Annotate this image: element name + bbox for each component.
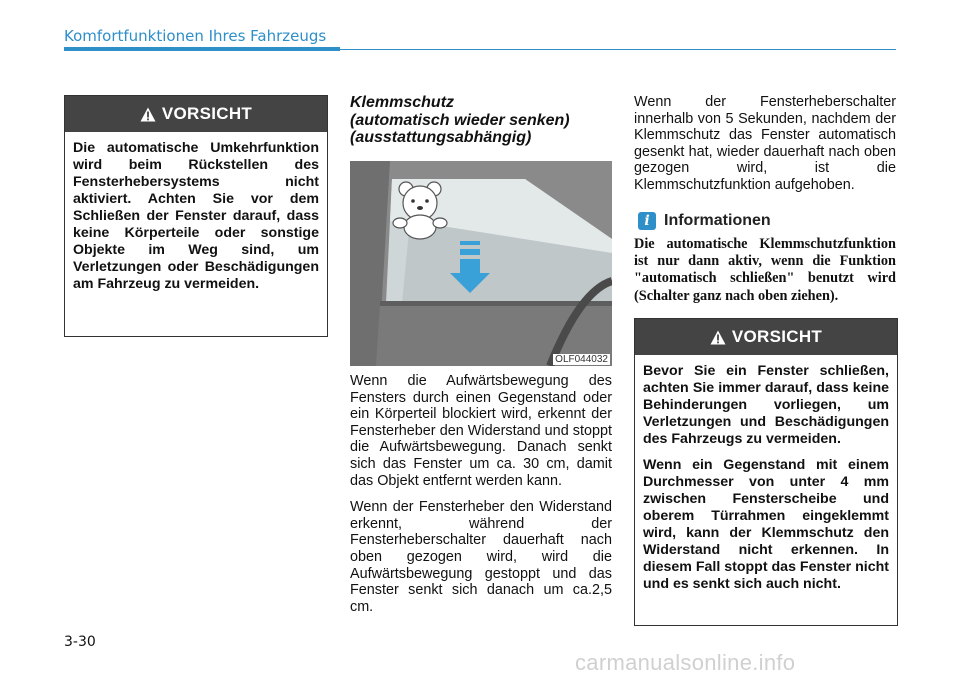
info-icon: i	[638, 212, 656, 230]
info-heading	[638, 212, 771, 230]
section-title	[350, 94, 612, 147]
warning-header	[65, 96, 327, 132]
warning-body	[635, 355, 897, 603]
body-paragraph: Wenn die Aufwärtsbewegung des Fensters durch einen Gegenstand oder ein Körperteil blockiert wird, erkennt der Fensterheber den Widerstand und stoppt die Aufwärtsbewegung. Danach senkt sich das Fenster um ca. 30 cm, damit das Objekt entfernt werden kann.	[350, 373, 612, 489]
warning-paragraph: Die automatische Umkehrfunktion wird beim Rückstellen des Fensterhebersystems nicht aktiviert. Achten Sie vor dem Schließen der Fenster darauf, dass keine Körperteile oder sonstige Objekte im Weg sind, um Verletzungen oder Beschädigungen am Fahrzeug zu vermeiden.	[73, 140, 319, 292]
page-number: 3-30	[64, 634, 96, 650]
window-illustration-graphic	[350, 161, 612, 366]
info-text: Die automatische Klemmschutzfunktion ist nur dann aktiv, wenn die Funktion "automatisch schließen" benutzt wird (Schalter ganz nach oben ziehen).	[634, 236, 896, 304]
watermark: carmanualsonline.info	[575, 650, 796, 675]
warning-paragraph: Wenn ein Gegenstand mit einem Durchmesser von unter 4 mm zwischen Fensterscheibe und oberem Türrahmen eingeklemmt wird, kann der Klemmschutz den Widerstand nicht erkennen. In diesem Fall stoppt das Fenster nicht und es senkt sich auch nicht.	[643, 457, 889, 592]
section-title-line: (automatisch wieder senken)	[350, 111, 570, 129]
section-header-title: Komfortfunktionen Ihres Fahrzeugs	[64, 27, 327, 45]
warning-box-left	[64, 95, 328, 337]
body-paragraph: Wenn der Fensterheberschalter innerhalb von 5 Sekunden, nachdem der Klemmschutz das Fenster automatisch gesenkt hat, wieder dauerhaft nach oben gezogen wird, ist die Klemmschutzfunktion aufgehoben.	[634, 94, 896, 193]
right-column-body	[634, 94, 896, 204]
warning-triangle-icon	[710, 330, 726, 345]
window-pinch-illustration	[350, 161, 612, 366]
warning-header	[635, 319, 897, 355]
section-body	[350, 373, 612, 625]
header-accent-bar	[64, 47, 340, 51]
warning-triangle-icon	[140, 107, 156, 122]
warning-label: VORSICHT	[161, 104, 253, 123]
warning-paragraph: Bevor Sie ein Fenster schließen, achten Sie immer darauf, dass keine Behinderungen vorliegen, um Verletzungen und Beschädigungen des Fahrzeugs zu vermeiden.	[643, 363, 889, 447]
section-title-line: (ausstattungsabhängig)	[350, 129, 532, 146]
body-paragraph: Wenn der Fensterheber den Widerstand erkennt, während der Fensterheberschalter dauerhaft nach oben gezogen wird, wird die Aufwärtsbewegung gestoppt und das Fenster senkt sich danach um ca.2,5 cm.	[350, 499, 612, 615]
warning-box-right	[634, 318, 898, 626]
header-rule	[340, 49, 896, 50]
warning-label: VORSICHT	[731, 327, 823, 346]
figure-code: OLF044032	[555, 354, 608, 365]
info-label: Informationen	[664, 212, 771, 229]
warning-body	[65, 132, 327, 303]
section-title-line: Klemmschutz	[350, 94, 455, 111]
